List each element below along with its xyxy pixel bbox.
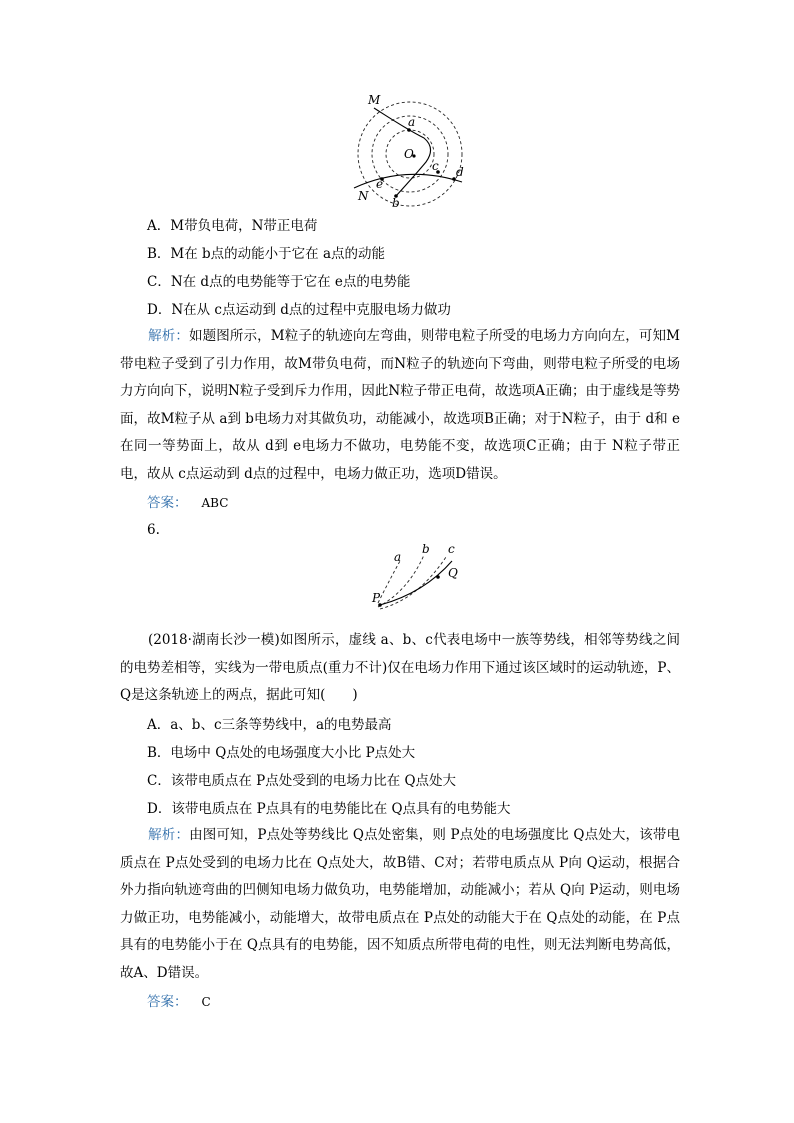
q6-option-c: C．该带电质点在 P点处受到的电场力比在 Q点处大 <box>147 773 457 789</box>
point-q <box>436 575 440 579</box>
label-o: O <box>404 147 414 161</box>
q5-analysis-text: 如题图所示，M粒子的轨迹向左弯曲，则带电粒子所受的电场力方向向左，可知M带电粒子受到了引力作用，故M带负电荷，而N粒子的轨迹向下弯曲，则带电粒子所受的电场力方向向下，说明N粒子受到斥力作用，因此N粒子带正电荷，故选项A正确；由于虚线是等势面，故M粒子从 a到 b电场力对其做负功，动能减小，故选项B正确；对于N粒子，由于 d和 e在同一等势面上，故从 d到 e电场力不做功，电势能不变，故选项C正确；由于 N粒子带正电，故从 c点运动到 d点的过程中，电场力做正功，选项D错误。 <box>120 328 680 482</box>
q5-option-d: D．N在从 c点运动到 d点的过程中克服电场力做功 <box>147 302 451 318</box>
q5-option-c: C．N在 d点的电势能等于它在 e点的电势能 <box>147 274 411 290</box>
q5-answer-value: ABC <box>201 496 229 510</box>
q6-analysis-text: 由图可知，P点处等势线比 Q点处密集，则 P点处的电场强度比 Q点处大，该带电质点在 P点处受到的电场力比在 Q点处大，故B错、C对；若带电质点从 P向 Q运动，根据合外力指向轨迹弯曲的凹侧知电场力做负功，电势能增加，动能减小；若从 Q向 P运动，则电场力做正功，电势能减小，动能增大，故带电质点在 P点处的动能大于在 Q点处的动能，在 P点具有的电势能小于在 Q点具有的电势能，因不知质点所带电荷的电性，则无法判断电势高低，故A、D错误。 <box>120 827 680 981</box>
label-c: c <box>448 543 455 556</box>
q5-option-b: B．M在 b点的动能小于它在 a点的动能 <box>147 246 386 262</box>
label-c: c <box>432 159 439 173</box>
q6-number: 6. <box>147 522 160 538</box>
q6-stem <box>120 627 680 710</box>
q5-analysis <box>120 323 680 489</box>
label-e: e <box>376 177 384 191</box>
q6-analysis <box>120 822 680 988</box>
q6-answer <box>147 993 211 1011</box>
q5-analysis-label: 解析： <box>148 328 189 344</box>
label-a: a <box>394 550 402 564</box>
label-q: Q <box>448 566 458 580</box>
q5-answer-label: 答案： <box>147 495 188 511</box>
label-d: d <box>456 165 464 179</box>
q6-analysis-label: 解析： <box>148 827 190 843</box>
q5-answer <box>147 494 228 512</box>
equipotential-lines-figure <box>368 543 460 613</box>
label-p: P <box>372 591 381 605</box>
label-b: b <box>392 196 400 210</box>
label-m: M <box>368 93 381 107</box>
equipotential-line-a <box>378 561 400 603</box>
q6-option-a: A．a、b、c三条等势线中，a的电势最高 <box>147 717 392 733</box>
q6-answer-label: 答案： <box>147 994 188 1010</box>
q5-option-a: A．M带负电荷，N带正电荷 <box>147 218 318 234</box>
q6-stem-text: (2018·湖南长沙一模)如图所示，虚线 a、b、c代表电场中一族等势线，相邻等势线之间的电势差相等，实线为一带电质点(重力不计)仅在电场力作用下通过该区域时的运动轨迹，P、Q是这条轨迹上的两点，据此可知( ) <box>120 632 680 704</box>
trajectory-line <box>380 561 452 605</box>
trajectory-n <box>354 174 462 188</box>
q6-option-b: B．电场中 Q点处的电场强度大小比 P点处大 <box>147 745 416 761</box>
q6-option-d: D．该带电质点在 P点具有的电势能比在 Q点具有的电势能大 <box>147 801 511 817</box>
label-b: b <box>422 543 430 556</box>
equipotential-circles-figure <box>346 92 470 212</box>
equipotential-line-c <box>380 557 446 609</box>
label-a: a <box>408 115 416 129</box>
q6-answer-value: C <box>201 995 211 1009</box>
label-n: N <box>358 189 369 203</box>
